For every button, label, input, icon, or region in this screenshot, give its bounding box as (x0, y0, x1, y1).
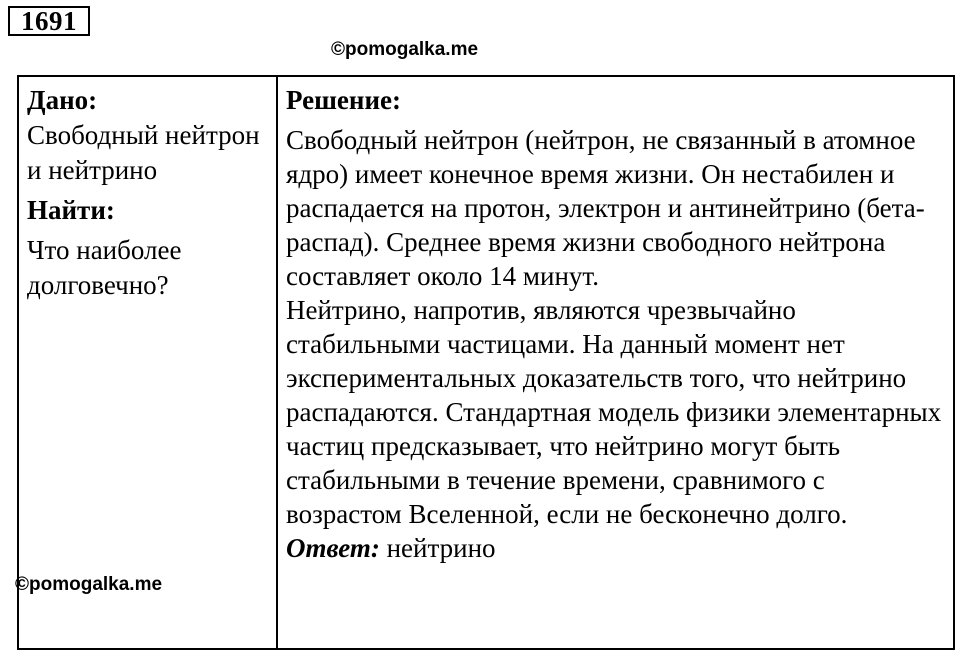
solution-column (286, 83, 946, 565)
solution-table (17, 75, 955, 650)
given-column (27, 83, 267, 303)
find-text: Что наиболее долговечно? (27, 235, 182, 300)
find-heading: Найти: (27, 195, 115, 225)
problem-number: 1691 (8, 6, 90, 36)
watermark-top: ©pomogalka.me (331, 39, 479, 60)
given-text: Свободный нейтрон и нейтрино (27, 120, 260, 185)
watermark-bottom: ©pomogalka.me (15, 574, 163, 595)
solution-paragraph-neutrino: Нейтрино, напротив, являются чрезвычайно стабильными частицами. На данный момент нет экспериментальных доказательств того, что нейтрино распадаются. Стандартная модель физики элементарных частиц предсказывает, что нейтрино могут быть стабильными в течение времени, сравнимого с возрастом Вселенной, если не бесконечно долго. (286, 295, 942, 529)
answer-text: нейтрино (379, 533, 496, 563)
solution-heading: Решение: (286, 85, 401, 115)
column-divider (276, 77, 278, 648)
solution-paragraph-neutron: Свободный нейтрон (нейтрон, не связанный в атомное ядро) имеет конечное время жизни. Он нестабилен и распадается на протон, электрон и антинейтрино (бета-распад). Среднее время жизни свободного нейтрона составляет около 14 минут. (286, 125, 925, 291)
given-heading: Дано: (27, 85, 98, 115)
answer-label: Ответ: (286, 533, 380, 563)
answer-line (286, 531, 946, 565)
